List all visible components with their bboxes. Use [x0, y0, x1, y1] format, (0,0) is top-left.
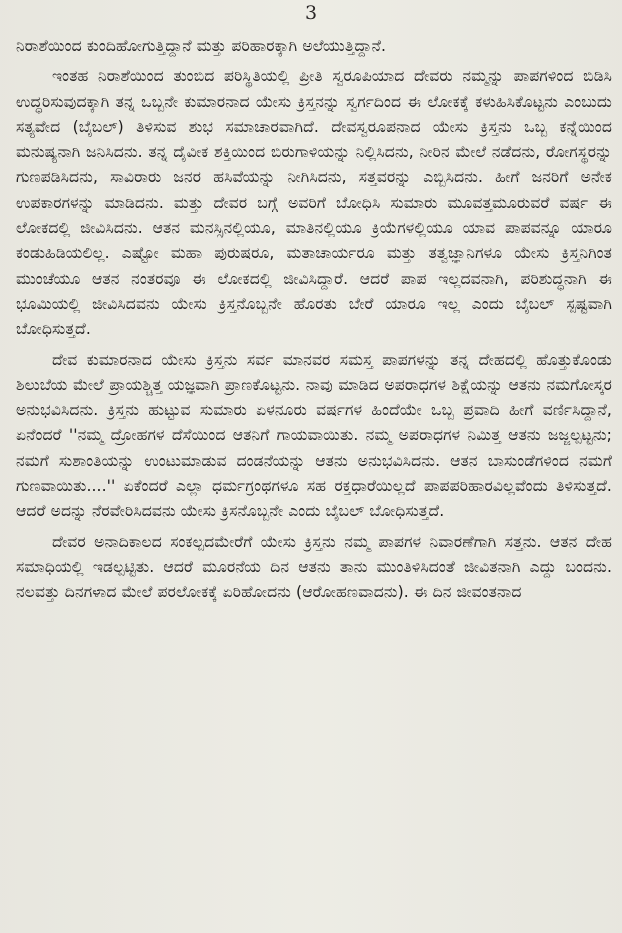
paragraph: ಇಂತಹ ನಿರಾಶೆಯಿಂದ ತುಂಬಿದ ಪರಿಸ್ಥಿತಿಯಲ್ಲಿ ಪ್ರೀತಿ ಸ್ವರೂಪಿಯಾದ ದೇವರು ನಮ್ಮನ್ನು ಪಾಪಗಳಿಂದ ಬಿಡಿಸಿ ಉದ್ಧರಿಸುವುದಕ್ಕಾಗಿ ತನ್ನ ಒಬ್ಬನೇ ಕುಮಾರನಾದ ಯೇಸು ಕ್ರಿಸ್ತನನ್ನು ಸ್ವರ್ಗದಿಂದ ಈ ಲೋಕಕ್ಕೆ ಕಳುಹಿಸಿಕೊಟ್ಟನು ಎಂಬುದು ಸತ್ಯವೇದ (ಬೈಬಲ್) ತಿಳಿಸುವ ಶುಭ ಸಮಾಚಾರವಾಗಿದೆ. ದೇವಸ್ವರೂಪನಾದ ಯೇಸು ಕ್ರಿಸ್ತನು ಒಬ್ಬ ಕನ್ನೆಯಿಂದ ಮನುಷ್ಯನಾಗಿ ಜನಿಸಿದನು. ತನ್ನ ದೈವೀಕ ಶಕ್ತಿಯಿಂದ ಬಿರುಗಾಳಿಯನ್ನು ನಿಲ್ಲಿಸಿದನು, ನೀರಿನ ಮೇಲೆ ನಡೆದನು, ರೋಗಸ್ಥರನ್ನು ಗುಣಪಡಿಸಿದನು, ಸಾವಿರಾರು ಜನರ ಹಸಿವೆಯನ್ನು ನೀಗಿಸಿದನು, ಸತ್ತವರನ್ನು ಎಬ್ಬಿಸಿದನು. ಹೀಗೆ ಜನರಿಗೆ ಅನೇಕ ಉಪಕಾರಗಳನ್ನು ಮಾಡಿದನು. ಮತ್ತು ದೇವರ ಬಗ್ಗೆ ಅವರಿಗೆ ಬೋಧಿಸಿ ಸುಮಾರು ಮೂವತ್ತಮೂರುವರೆ ವರ್ಷ ಈ ಲೋಕದಲ್ಲಿ ಜೀವಿಸಿದನು. ಆತನ ಮನಸ್ಸಿನಲ್ಲಿಯೂ, ಮಾತಿನಲ್ಲಿಯೂ ಕ್ರಿಯೆಗಳಲ್ಲಿಯೂ ಯಾವ ಪಾಪವನ್ನೂ ಯಾರೂ ಕಂಡುಹಿಡಿಯಲಿಲ್ಲ. ಎಷ್ಟೋ ಮಹಾ ಪುರುಷರೂ, ಮತಾಚಾರ್ಯರೂ ಮತ್ತು ತತ್ವಜ್ಞಾನಿಗಳೂ ಯೇಸು ಕ್ರಿಸ್ತನಿಗಿಂತ ಮುಂಚೆಯೂ ಆತನ ನಂತರವೂ ಈ ಲೋಕದಲ್ಲಿ ಜೀವಿಸಿದ್ದಾರೆ. ಆದರೆ ಪಾಪ ಇಲ್ಲದವನಾಗಿ, ಪರಿಶುದ್ಧನಾಗಿ ಈ ಭೂಮಿಯಲ್ಲಿ ಜೀವಿಸಿದವನು ಯೇಸು ಕ್ರಿಸ್ತನೊಬ್ಬನೇ ಹೊರತು ಬೇರೆ ಯಾರೂ ಇಲ್ಲ ಎಂದು ಬೈಬಲ್ ಸ್ಪಷ್ಟವಾಗಿ ಬೋಧಿಸುತ್ತದೆ. — [16, 67, 612, 339]
body-text — [16, 34, 612, 606]
paragraph: ದೇವ ಕುಮಾರನಾದ ಯೇಸು ಕ್ರಿಸ್ತನು ಸರ್ವ ಮಾನವರ ಸಮಸ್ತ ಪಾಪಗಳನ್ನು ತನ್ನ ದೇಹದಲ್ಲಿ ಹೊತ್ತುಕೊಂಡು ಶಿಲುಬೆಯ ಮೇಲೆ ಪ್ರಾಯಶ್ಚಿತ್ತ ಯಜ್ಞವಾಗಿ ಪ್ರಾಣಕೊಟ್ಟನು. ನಾವು ಮಾಡಿದ ಅಪರಾಧಗಳ ಶಿಕ್ಷೆಯನ್ನು ಆತನು ನಮಗೋಸ್ಕರ ಅನುಭವಿಸಿದನು. ಕ್ರಿಸ್ತನು ಹುಟ್ಟುವ ಸುಮಾರು ಏಳನೂರು ವರ್ಷಗಳ ಹಿಂದೆಯೇ ಒಬ್ಬ ಪ್ರವಾದಿ ಹೀಗೆ ವರ್ಣಿಸಿದ್ದಾನೆ, ಏನೆಂದರೆ ''ನಮ್ಮ ದ್ರೋಹಗಳ ದೆಸೆಯಿಂದ ಆತನಿಗೆ ಗಾಯವಾಯಿತು. ನಮ್ಮ ಅಪರಾಧಗಳ ನಿಮಿತ್ತ ಆತನು ಜಜ್ಜಲ್ಪಟ್ಟನು; ನಮಗೆ ಸುಶಾಂತಿಯನ್ನು ಉಂಟುಮಾಡುವ ದಂಡನೆಯನ್ನು ಆತನು ಅನುಭವಿಸಿದನು. ಆತನ ಬಾಸುಂಡೆಗಳಿಂದ ನಮಗೆ ಗುಣವಾಯಿತು....'' ಏಕೆಂದರೆ ಎಲ್ಲಾ ಧರ್ಮಗ್ರಂಥಗಳೂ ಸಹ ರಕ್ತಧಾರೆಯಿಲ್ಲದೆ ಪಾಪಪರಿಹಾರವಿಲ್ಲವೆಂದು ತಿಳಿಸುತ್ತದೆ. ಆದರೆ ಅದನ್ನು ನೆರವೇರಿಸಿದವನು ಯೇಸು ಕ್ರಿಸನೊಬ್ಬನೇ ಎಂದು ಬೈಬಲ್ ಬೋಧಿಸುತ್ತದೆ. — [16, 350, 612, 521]
paragraph: ದೇವರ ಅನಾದಿಕಾಲದ ಸಂಕಲ್ಪದಮೇರೆಗೆ ಯೇಸು ಕ್ರಿಸ್ತನು ನಮ್ಮ ಪಾಪಗಳ ನಿವಾರಣೆಗಾಗಿ ಸತ್ತನು. ಆತನ ದೇಹ ಸಮಾಧಿಯಲ್ಲಿ ಇಡಲ್ಪಟ್ಟಿತು. ಆದರೆ ಮೂರನೆಯ ದಿನ ಆತನು ತಾನು ಮುಂತಿಳಿಸಿದಂತೆ ಜೀವಿತನಾಗಿ ಎದ್ದು ಬಂದನು. ನಲವತ್ತು ದಿನಗಳಾದ ಮೇಲೆ ಪರಲೋಕಕ್ಕೆ ಏರಿಹೋದನು (ಆರೋಹಣವಾದನು). ಈ ದಿನ ಜೀವಂತನಾದ — [16, 532, 612, 602]
paragraph-continued: ನಿರಾಶೆಯಿಂದ ಕುಂದಿಹೋಗುತ್ತಿದ್ದಾನೆ ಮತ್ತು ಪರಿಹಾರಕ್ಕಾಗಿ ಅಲೆಯುತ್ತಿದ್ದಾನೆ. — [16, 37, 387, 55]
page-number: 3 — [304, 2, 318, 24]
